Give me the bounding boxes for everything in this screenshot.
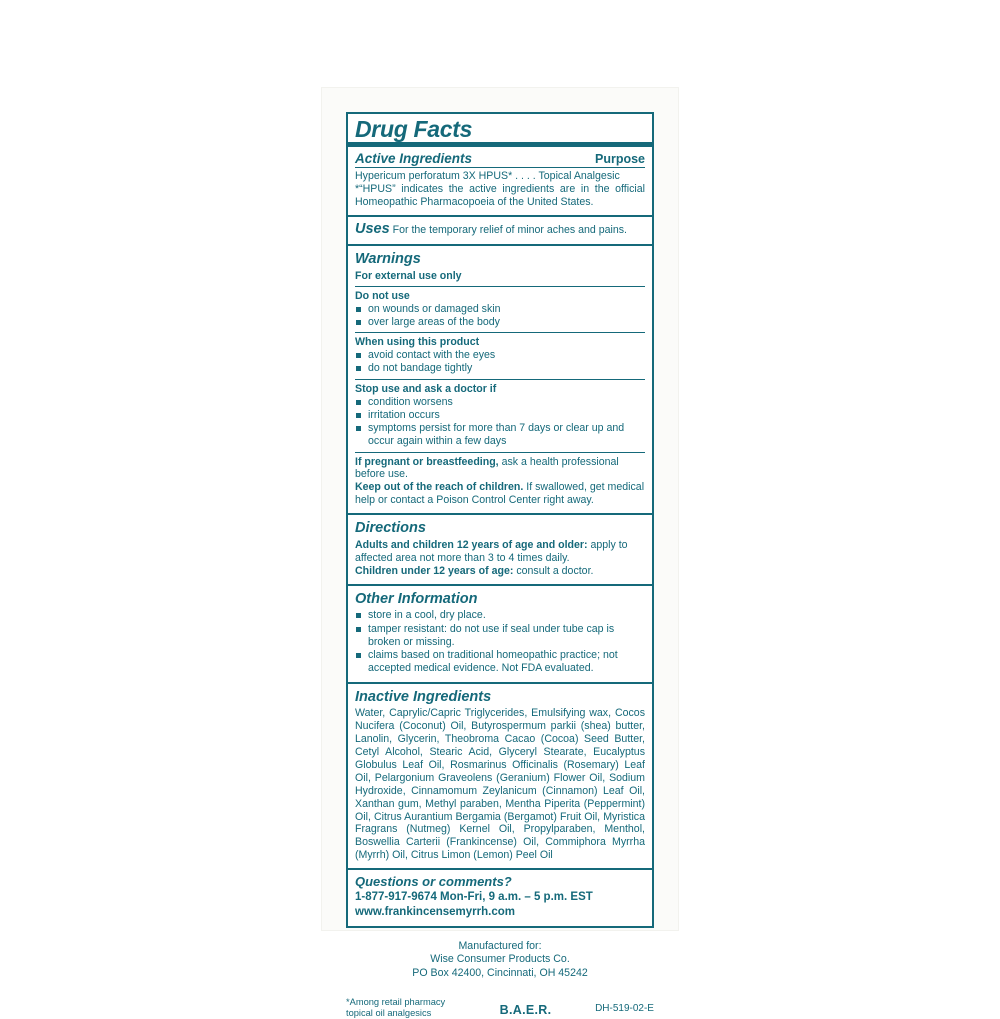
- section-directions: [348, 515, 652, 585]
- manufactured-for-label: Manufactured for:: [458, 939, 542, 952]
- pregnancy-warning: [355, 456, 645, 482]
- divider: [355, 452, 645, 453]
- questions-phone: 1-877-917-9674 Mon-Fri, 9 a.m. – 5 p.m. EST: [355, 891, 593, 904]
- purpose-heading: Purpose: [594, 152, 645, 167]
- questions-website[interactable]: www.frankincensemyrrh.com: [355, 905, 515, 918]
- when-using-list: [355, 349, 645, 375]
- claim-footnote-line2: topical oil analgesics: [346, 1008, 432, 1018]
- carton-printed-area: [346, 112, 654, 1019]
- drug-facts-title: Drug Facts: [348, 114, 652, 147]
- do-not-use-list: [355, 303, 645, 329]
- list-item: condition worsens: [355, 396, 645, 409]
- section-inactive-ingredients: [348, 684, 652, 871]
- inactive-ingredients-heading: Inactive Ingredients: [355, 688, 492, 705]
- section-active-ingredients: [348, 147, 652, 217]
- keep-out-of-reach-warning: [355, 481, 645, 507]
- warnings-heading: Warnings: [355, 251, 421, 268]
- section-warnings: [348, 246, 652, 515]
- directions-adults-bold: Adults and children 12 years of age and older:: [355, 538, 588, 551]
- pregnancy-warning-rest: ask a health professional before use.: [355, 455, 619, 481]
- directions-children-bold: Children under 12 years of age:: [355, 564, 514, 577]
- section-other-information: [348, 586, 652, 684]
- divider: [355, 332, 645, 333]
- manufacturer-address: PO Box 42400, Cincinnati, OH 45242: [412, 967, 588, 980]
- list-item: on wounds or damaged skin: [355, 303, 645, 316]
- claim-footnote: [346, 997, 456, 1019]
- uses-line: [355, 221, 645, 238]
- manufacturer-block: [346, 940, 654, 981]
- do-not-use-heading: Do not use: [355, 289, 410, 302]
- document-code: DH-519-02-E: [595, 1002, 654, 1014]
- active-ingredients-header-row: [355, 151, 645, 168]
- list-item: store in a cool, dry place.: [355, 609, 645, 622]
- stop-use-heading: Stop use and ask a doctor if: [355, 382, 497, 395]
- list-item: do not bandage tightly: [355, 362, 645, 375]
- active-ingredient-row: Hypericum perforatum 3X HPUS* . . . . Topical Analgesic: [355, 170, 620, 183]
- other-information-heading: Other Information: [355, 590, 478, 607]
- product-carton-panel: [322, 88, 678, 1018]
- list-item: over large areas of the body: [355, 316, 645, 329]
- claim-footnote-line1: *Among retail pharmacy: [346, 996, 446, 1007]
- baer-logo: B.A.E.R.: [499, 1002, 552, 1017]
- keep-out-bold: Keep out of the reach of children.: [355, 481, 524, 494]
- list-item: symptoms persist for more than 7 days or clear up and occur again within a few days: [355, 422, 645, 448]
- directions-heading: Directions: [355, 520, 426, 537]
- footer-row: [346, 997, 654, 1019]
- active-ingredients-heading: Active Ingredients: [355, 151, 473, 167]
- directions-adults: [355, 539, 645, 565]
- directions-children: [355, 565, 645, 578]
- when-using-heading: When using this product: [355, 336, 480, 349]
- uses-text: For the temporary relief of minor aches and pains.: [392, 223, 627, 236]
- pregnancy-warning-bold: If pregnant or breastfeeding,: [355, 455, 499, 468]
- drug-facts-panel: [346, 112, 654, 928]
- list-item: avoid contact with the eyes: [355, 349, 645, 362]
- list-item: claims based on traditional homeopathic practice; not accepted medical evidence. Not FDA evaluated.: [355, 649, 645, 675]
- questions-heading: Questions or comments?: [355, 874, 512, 890]
- hpus-footnote: *“HPUS” indicates the active ingredients are in the official Homeopathic Pharmacopoeia of the United States.: [355, 183, 645, 208]
- directions-children-rest: consult a doctor.: [513, 564, 594, 577]
- divider: [355, 286, 645, 287]
- manufacturer-company: Wise Consumer Products Co.: [430, 953, 570, 966]
- uses-heading: Uses: [355, 220, 390, 237]
- directions-adults-rest: apply to affected area not more than 3 to 4 times daily.: [355, 538, 628, 564]
- section-uses: [348, 217, 652, 246]
- inactive-ingredients-text: Water, Caprylic/Capric Triglycerides, Emulsifying wax, Cocos Nucifera (Coconut) Oil, Butyrospermum parkii (shea) butter, Lanolin, Glycerin, Theobroma Cacao (Cocoa) Seed Butter, Cetyl Alcohol, Stearic Acid, Glyceryl Stearate, Eucalyptus Globulus Leaf Oil, Rosmarinus Officinalis (Rosemary) Leaf Oil, Pelargonium Graveolens (Geranium) Flower Oil, Sodium Hydroxide, Cinnamomum Zeylanicum (Cinnamon) Leaf Oil, Xanthan gum, Methyl paraben, Mentha Piperita (Peppermint) Oil, Citrus Aurantium Bergamia (Bergamot) Fruit Oil, Myristica Fragrans (Nutmeg) Kernel Oil, Propylparaben, Menthol, Boswellia Carterii (Frankincense) Oil, Commiphora Myrrha (Myrrh) Oil, Citrus Limon (Lemon) Peel Oil: [355, 707, 645, 862]
- list-item: irritation occurs: [355, 409, 645, 422]
- other-information-list: [355, 609, 645, 675]
- warnings-external-use: For external use only: [355, 269, 462, 282]
- divider: [355, 379, 645, 380]
- section-questions: [348, 870, 652, 925]
- list-item: tamper resistant: do not use if seal under tube cap is broken or missing.: [355, 623, 645, 649]
- stop-use-list: [355, 396, 645, 449]
- keep-out-rest: If swallowed, get medical help or contact a Poison Control Center right away.: [355, 481, 645, 507]
